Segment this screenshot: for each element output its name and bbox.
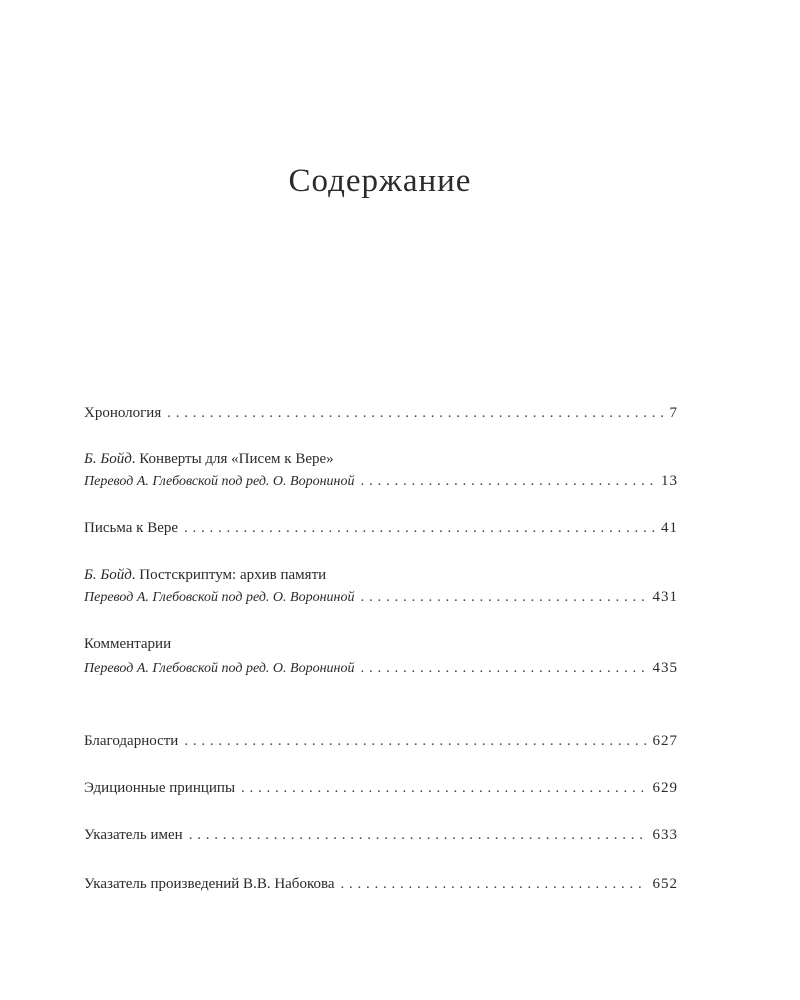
dot-leader — [360, 586, 646, 608]
toc-entry-acknowledgements[interactable] — [84, 730, 678, 752]
dot-leader — [341, 873, 647, 895]
page-number: 41 — [661, 520, 678, 536]
dot-leader — [241, 777, 646, 799]
toc-entry-editorial-principles[interactable] — [84, 777, 678, 799]
dot-leader — [360, 470, 655, 492]
translation-credit: Перевод А. Глебовской под ред. О. Ворониной — [84, 474, 355, 489]
page-number: 431 — [652, 589, 678, 605]
translation-credit: Перевод А. Глебовской под ред. О. Ворониной — [84, 590, 355, 605]
toc-entry-commentary[interactable] — [84, 633, 678, 679]
toc-entry-name-index[interactable] — [84, 824, 678, 846]
toc-entry-label: Благодарности — [84, 733, 179, 749]
page-number: 633 — [652, 827, 678, 843]
toc-entry-postscript[interactable] — [84, 564, 678, 608]
toc-entry-label: Комментарии — [84, 636, 172, 652]
toc-entry-label: Письма к Вере — [84, 520, 179, 536]
page-number: 7 — [669, 405, 678, 421]
translation-credit: Перевод А. Глебовской под ред. О. Ворониной — [84, 661, 355, 676]
dot-leader — [189, 824, 647, 846]
page-number: 435 — [652, 660, 678, 676]
page-number: 13 — [661, 473, 678, 489]
page-number: 627 — [652, 733, 678, 749]
toc-entry-letters[interactable] — [84, 517, 678, 539]
dot-leader — [184, 517, 655, 539]
toc-entry-label: Указатель имен — [84, 827, 183, 843]
page-number: 652 — [652, 876, 678, 892]
toc-entry-label: Эдиционные принципы — [84, 780, 236, 796]
dot-leader — [184, 730, 646, 752]
dot-leader — [167, 402, 663, 424]
toc-entry-label: . Постскриптум: архив памяти — [131, 567, 327, 583]
author-name: Б. Бойд — [84, 567, 132, 583]
page-number: 629 — [652, 780, 678, 796]
dot-leader — [360, 657, 646, 679]
author-name: Б. Бойд — [84, 451, 132, 467]
page-title: Содержание — [288, 163, 472, 199]
toc-entry-label: Указатель произведений В.В. Набокова — [84, 876, 335, 892]
toc-entry-label: . Конверты для «Писем к Вере» — [131, 451, 334, 467]
toc-entry-works-index[interactable] — [84, 873, 678, 895]
toc-entry-label: Хронология — [84, 405, 162, 421]
toc-entry-envelopes[interactable] — [84, 448, 678, 492]
toc-entry-chronology[interactable] — [84, 402, 678, 424]
